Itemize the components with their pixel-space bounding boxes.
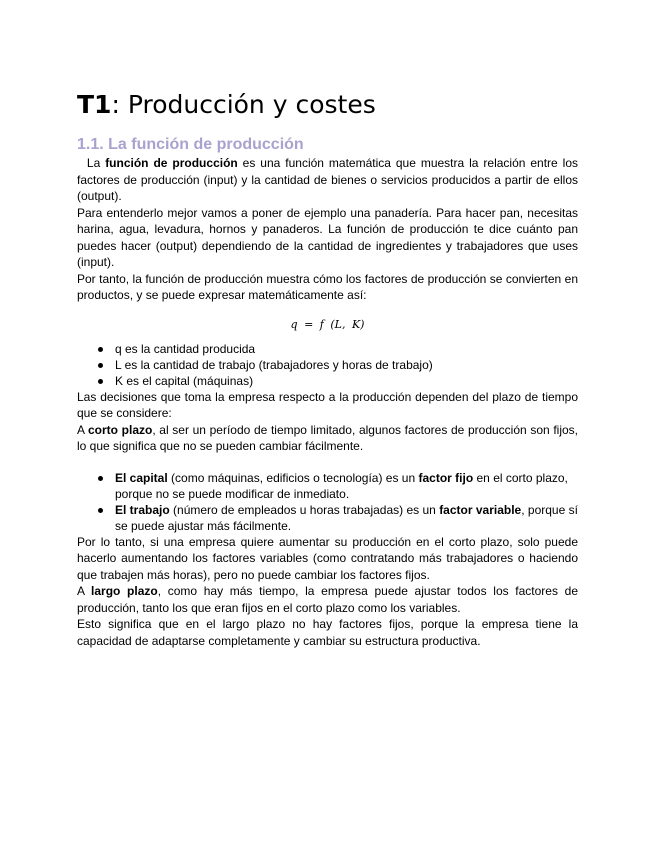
list-item-text: L es la cantidad de trabajo (trabajadores y horas de trabajo) xyxy=(115,357,433,372)
list-item-text: q es la cantidad producida xyxy=(115,341,256,356)
factor-kind: factor variable xyxy=(439,502,522,517)
p7-rest: , como hay más tiempo, la empresa puede ajustar todos los factores de producción, tanto los que eran fijos en el corto plazo como los variables. xyxy=(77,584,579,615)
list-item xyxy=(77,373,578,389)
p1-lead: La xyxy=(86,156,106,170)
p5-lead: A xyxy=(77,422,88,437)
factor-reason: en el corto plazo, porque no se puede modificar de inmediato. xyxy=(115,470,568,501)
list-item xyxy=(77,502,578,534)
list-item-text: K es el capital (máquinas) xyxy=(115,373,254,388)
bullet-icon xyxy=(98,508,103,513)
paragraph-example: Para entenderlo mejor vamos a poner de ejemplo una panadería. Para hacer pan, necesitas harina, agua, levadura, hornos y panaderos. La función de producción te dice cuánto pan puedes hacer (output) dependiendo de la cantidad de ingredientes y trabajadores que uses (input). xyxy=(77,205,578,269)
paragraph-short-run-conclusion: Por lo tanto, si una empresa quiere aumentar su producción en el corto plazo, solo puede hacerlo aumentando los factores variables (como contratando más trabajadores o haciendo que trabajen más horas), pero no puede cambiar los factores fijos. xyxy=(77,534,578,582)
variables-list xyxy=(77,341,578,389)
title-text: : Producción y costes xyxy=(111,90,376,119)
paragraph-definition xyxy=(77,155,578,205)
list-item xyxy=(77,357,578,373)
bullet-icon xyxy=(98,347,103,352)
production-formula: q = f (L, K) xyxy=(290,317,365,331)
bullet-icon xyxy=(98,363,103,368)
p5-rest: , al ser un período de tiempo limitado, algunos factores de producción son fijos, lo que significa que no se pueden cambiar fácilmente. xyxy=(77,422,578,453)
section-heading: 1.1. La función de producción xyxy=(77,136,304,153)
paragraph-expression: Por tanto, la función de producción muestra cómo los factores de producción se convierten en productos, y se puede expresar matemáticamente así: xyxy=(77,271,578,302)
factor-term: El trabajo xyxy=(115,502,170,517)
p1-rest: es una función matemática que muestra la relación entre los factores de producción (input) y la cantidad de bienes o servicios producidos a partir de ellos (output). xyxy=(77,156,578,203)
title-code: T1 xyxy=(77,90,112,119)
factor-description: (número de empleados u horas trabajadas) es un xyxy=(169,502,440,517)
factor-term: El capital xyxy=(115,470,168,485)
list-item xyxy=(77,470,578,502)
p1-term: función de producción xyxy=(105,156,238,170)
bullet-icon xyxy=(98,476,103,481)
paragraph-long-run-conclusion: Esto significa que en el largo plazo no hay factores fijos, porque la empresa tiene la capacidad de adaptarse completamente y cambiar su estructura productiva. xyxy=(77,617,578,648)
factor-kind: factor fijo xyxy=(418,470,474,485)
p7-term: largo plazo xyxy=(91,584,158,598)
short-run-factors-list xyxy=(77,470,578,534)
list-item xyxy=(77,341,578,357)
paragraph-decisions: Las decisiones que toma la empresa respecto a la producción dependen del plazo de tiempo que se considere: xyxy=(77,389,578,420)
document-title xyxy=(77,88,578,122)
p7-lead: A xyxy=(77,584,92,598)
factor-reason: , porque sí se puede ajustar más fácilmente. xyxy=(115,502,578,533)
p5-term: corto plazo xyxy=(88,422,153,437)
paragraph-long-run xyxy=(77,583,578,616)
paragraph-short-run xyxy=(77,422,578,455)
document-page xyxy=(77,88,578,649)
factor-description: (como máquinas, edificios o tecnología) es un xyxy=(167,470,419,485)
bullet-icon xyxy=(98,379,103,384)
